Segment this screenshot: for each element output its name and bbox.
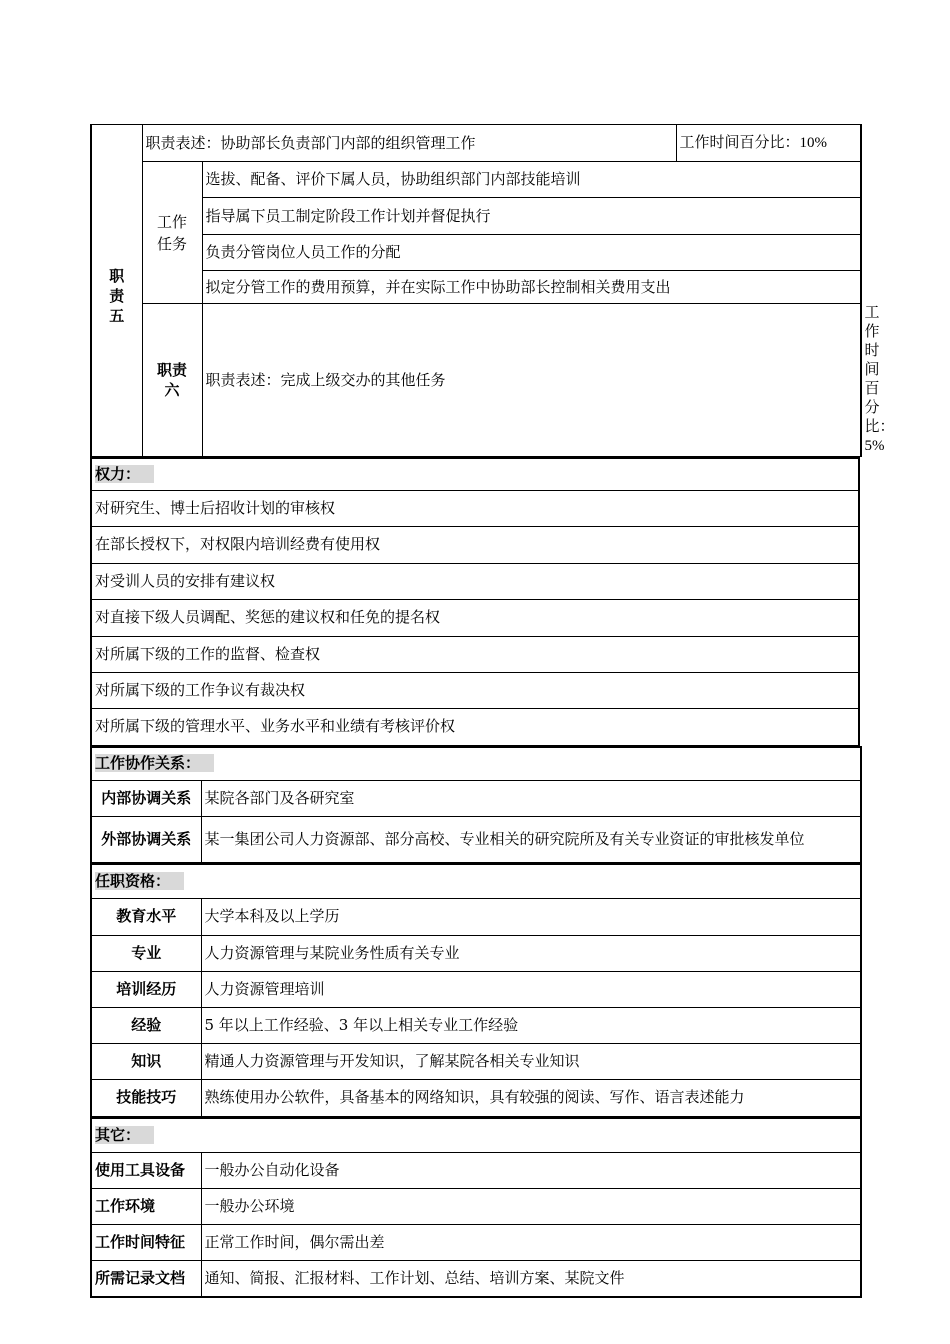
duty6-label: 职责六 [142,304,202,457]
duty5-time-share: 工作时间百分比：10% [676,125,861,162]
duty6-description: 职责表述：完成上级交办的其他任务 [202,304,861,457]
authority-item: 对直接下级人员调配、奖惩的建议权和任免的提名权 [91,599,859,636]
authority-item: 对所属下级的工作的监督、检查权 [91,636,859,672]
other-label: 所需记录文档 [91,1261,201,1297]
other-label: 工作环境 [91,1189,201,1225]
qualification-value: 熟练使用办公软件，具备基本的网络知识，具有较强的阅读、写作、语言表述能力 [201,1079,861,1116]
other-label: 工作时间特征 [91,1225,201,1261]
duty5-tasks-label: 工作任务 [142,162,202,304]
task-item: 负责分管岗位人员工作的分配 [202,235,861,271]
relations-table [90,746,862,864]
qualification-value: 5 年以上工作经验、3 年以上相关专业工作经验 [201,1007,861,1043]
authority-item: 对受训人员的安排有建议权 [91,563,859,599]
qualification-value: 大学本科及以上学历 [201,898,861,935]
task-item: 拟定分管工作的费用预算，并在实际工作中协助部长控制相关费用支出 [202,271,861,304]
qualifications-title: 任职资格： [91,864,861,898]
authority-item: 对所属下级的工作争议有裁决权 [91,672,859,708]
relations-title: 工作协作关系： [91,747,861,781]
qualification-label: 专业 [91,935,201,971]
other-value: 一般办公环境 [201,1189,861,1225]
other-label: 使用工具设备 [91,1153,201,1189]
duty5-description: 职责表述：协助部长负责部门内部的组织管理工作 [142,125,676,162]
authority-table [90,457,860,746]
other-title: 其它： [91,1118,861,1153]
authority-item: 对所属下级的管理水平、业务水平和业绩有考核评价权 [91,708,859,745]
duty5-label: 职责五 [91,125,142,457]
task-item: 指导属下员工制定阶段工作计划并督促执行 [202,198,861,235]
authority-item: 在部长授权下，对权限内培训经费有使用权 [91,526,859,563]
qualification-value: 精通人力资源管理与开发知识，了解某院各相关专业知识 [201,1043,861,1079]
other-value: 通知、简报、汇报材料、工作计划、总结、培训方案、某院文件 [201,1261,861,1297]
authority-item: 对研究生、博士后招收计划的审核权 [91,490,859,526]
qualification-label: 教育水平 [91,898,201,935]
other-table [90,1117,862,1298]
qualifications-table [90,863,862,1117]
other-value: 正常工作时间，偶尔需出差 [201,1225,861,1261]
qualification-value: 人力资源管理与某院业务性质有关专业 [201,935,861,971]
authority-title: 权力： [91,458,859,490]
relation-value: 某院各部门及各研究室 [201,781,861,817]
qualification-value: 人力资源管理培训 [201,971,861,1007]
job-description-page [90,124,895,1298]
duties-table: 职责五 职责表述：协助部长负责部门内部的组织管理工作 工作时间百分比：10% 工作任务 选拔、配备、评价下属人员，协助组织部门内部技能培训 指导属下员工制定阶段工作计划并督促执行 负责分管岗位人员工作的分配 拟定分管工作的费用预算，并在实际工作中协助部长控制相关费用支出 职责六 职责表述：完成上级交办的其他任务 工作时间百分比：5% [90,124,862,457]
qualification-label: 技能技巧 [91,1079,201,1116]
relation-label: 内部协调关系 [91,781,201,817]
relation-value: 某一集团公司人力资源部、部分高校、专业相关的研究院所及有关专业资证的审批核发单位 [201,817,861,863]
relation-label: 外部协调关系 [91,817,201,863]
other-value: 一般办公自动化设备 [201,1153,861,1189]
qualification-label: 培训经历 [91,971,201,1007]
qualification-label: 经验 [91,1007,201,1043]
qualification-label: 知识 [91,1043,201,1079]
task-item: 选拔、配备、评价下属人员，协助组织部门内部技能培训 [202,162,861,198]
